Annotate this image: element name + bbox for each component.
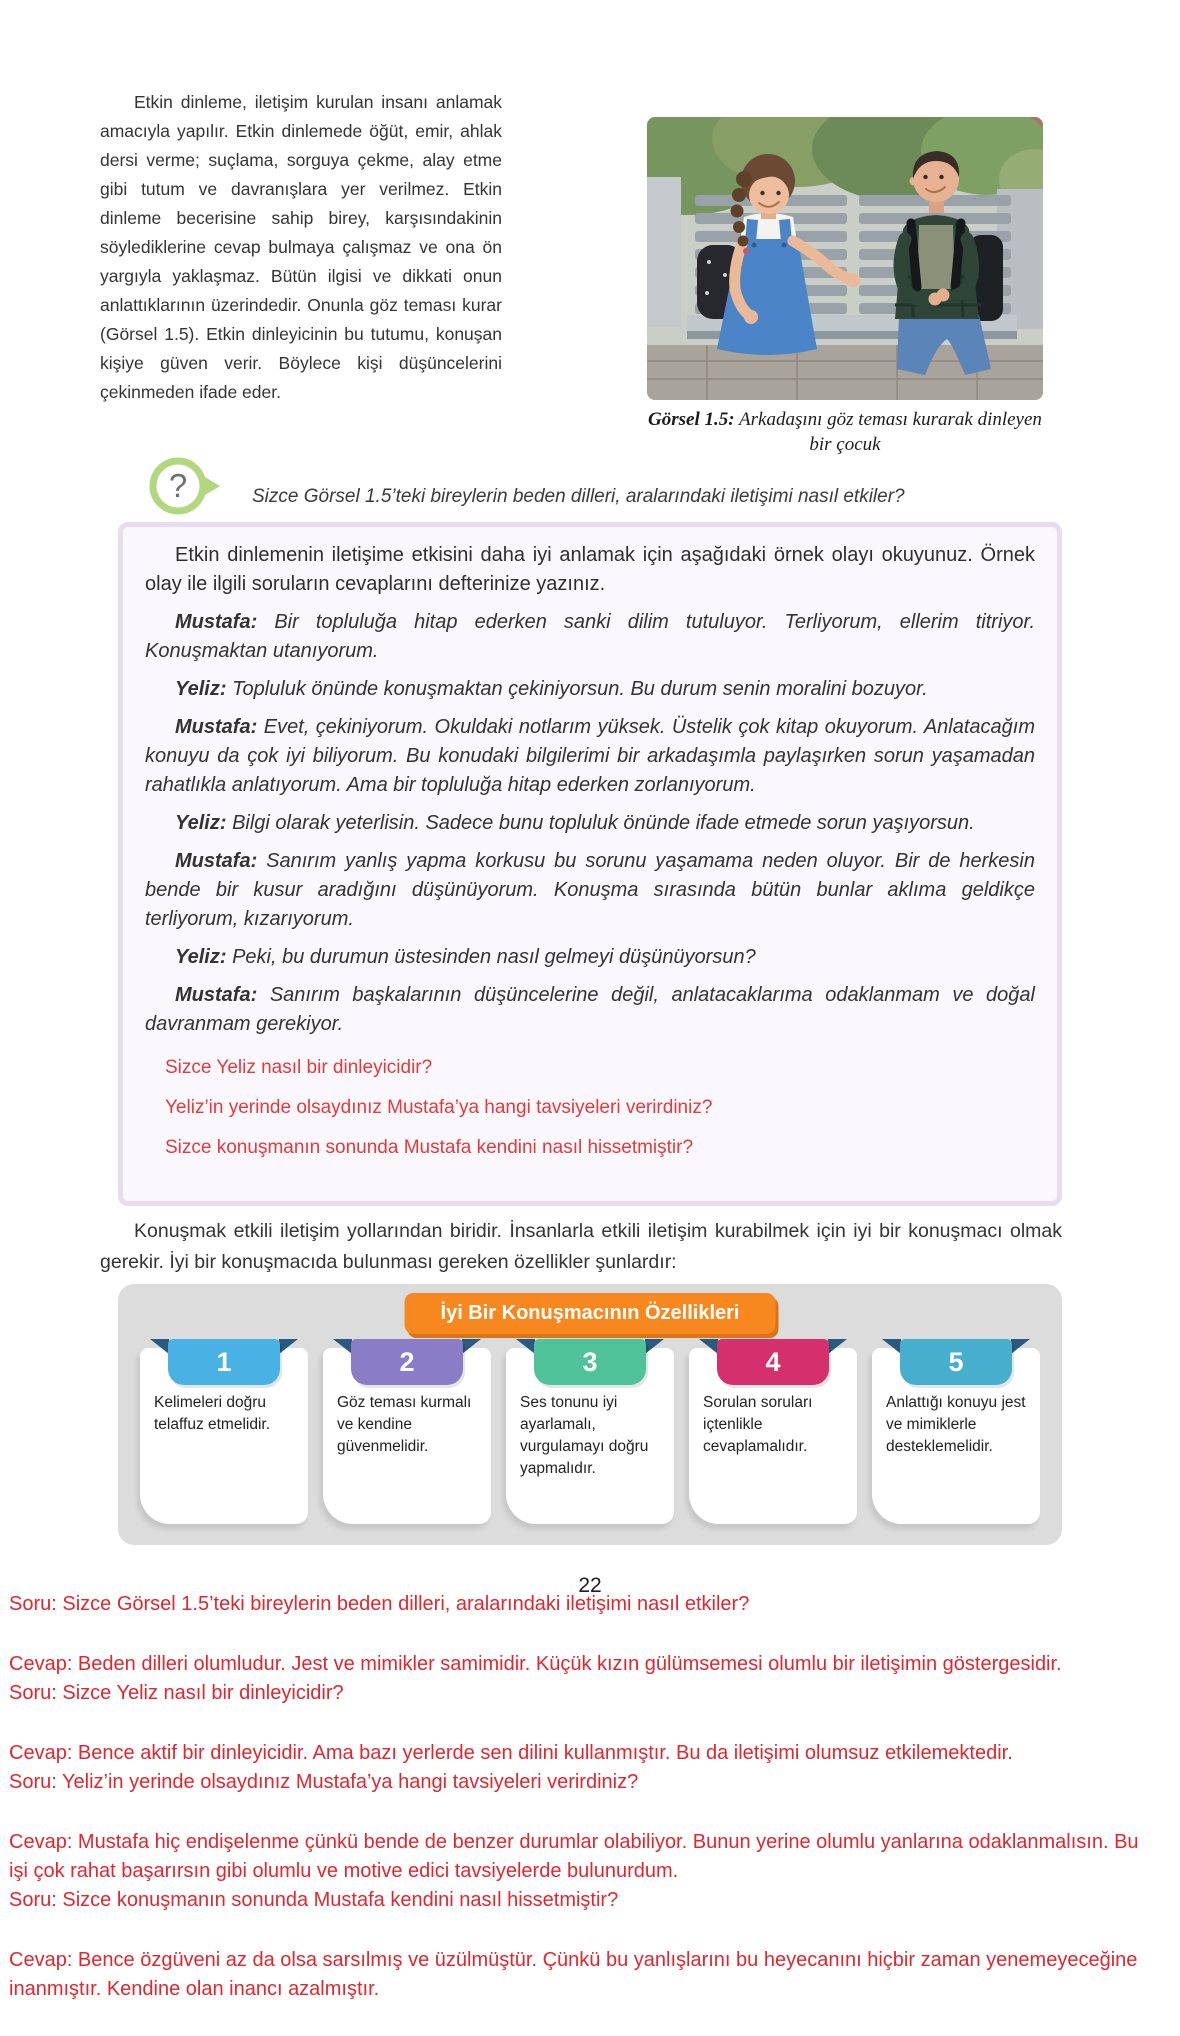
- speaker-name: Yeliz:: [175, 678, 227, 700]
- trait-number-badge: 3: [534, 1339, 646, 1385]
- ribbon-fold-icon: [645, 1339, 664, 1354]
- activity-intro: Etkin dinlemenin iletişime etkisini daha iyi anlamak için aşağıdaki örnek olayı okuyunuz. Örnek olay ile ilgili soruların cevaplarını defterinize yazınız.: [145, 544, 1035, 595]
- dialogue-line: Yeliz: Bilgi olarak yeterlisin. Sadece bunu topluluk önünde ifade etmede sorun yaşıyorsun.: [175, 812, 975, 834]
- dialogue-line: Yeliz: Peki, bu durumun üstesinden nasıl gelmeyi düşünüyorsun?: [175, 946, 756, 968]
- speaker-name: Yeliz:: [175, 812, 227, 834]
- dialogue-line: Mustafa: Bir topluluğa hitap ederken sanki dilim tutuluyor. Terliyorum, ellerim titriyor. Konuşmaktan utanıyorum.: [145, 611, 1036, 662]
- speaker-traits-diagram: [118, 1284, 1062, 1545]
- diagram-title: İyi Bir Konuşmacının Özellikleri: [405, 1293, 776, 1334]
- ribbon-fold-icon: [516, 1339, 535, 1354]
- lesson-paragraph-2: Konuşmak etkili iletişim yollarından biridir. İnsanlarla etkili iletişim kurabilmek için iyi bir konuşmacı olmak gerekir. İyi bir konuşmacıda bulunması gereken özellikler şunlardır:: [100, 1220, 1062, 1273]
- answer-question-line: Soru: Sizce konuşmanın sonunda Mustafa kendini nasıl hissetmiştir?: [9, 1889, 619, 1911]
- trait-text: Göz teması kurmalı ve kendine güvenmelidir.: [337, 1394, 472, 1455]
- figure-caption-text: Arkadaşını göz teması kurarak dinleyen bir çocuk: [739, 409, 1042, 455]
- callout-question: Sizce Görsel 1.5’teki bireylerin beden dilleri, aralarındaki iletişimi nasıl etkiler?: [252, 486, 905, 507]
- ribbon-fold-icon: [828, 1339, 847, 1354]
- dialogue-line: Mustafa: Sanırım yanlış yapma korkusu bu sorunu yaşamama neden oluyor. Bir de herkesin bende bir kusur aradığını düşünüyorum. Konuşma sırasında bütün bunlar aklıma geldikçe terliyorum, kızarıyorum.: [145, 850, 1035, 930]
- trait-card-2: [323, 1348, 491, 1524]
- ribbon-fold-icon: [882, 1339, 901, 1354]
- speaker-name: Yeliz:: [175, 946, 227, 968]
- activity-question: Sizce Yeliz nasıl bir dinleyicidir?: [165, 1057, 433, 1078]
- ribbon-fold-icon: [279, 1339, 298, 1354]
- photo-illustration: [647, 117, 1043, 400]
- trait-text: Anlattığı konuyu jest ve mimiklerle desteklemelidir.: [886, 1394, 1026, 1455]
- svg-text:?: ?: [168, 467, 188, 504]
- ribbon-fold-icon: [1011, 1339, 1030, 1354]
- activity-question: Yeliz’in yerinde olsaydınız Mustafa’ya hangi tavsiyeleri verirdiniz?: [165, 1097, 713, 1118]
- trait-card-5: [872, 1348, 1040, 1524]
- ribbon-fold-icon: [462, 1339, 481, 1354]
- trait-card-3: [506, 1348, 674, 1524]
- diagram-cards: [140, 1348, 1040, 1524]
- speaker-name: Mustafa:: [175, 611, 258, 633]
- question-mark-icon: [146, 454, 224, 518]
- trait-card-1: [140, 1348, 308, 1524]
- dialogue-line: Mustafa: Sanırım başkalarının düşüncelerine değil, anlatacaklarıma odaklanmam ve doğal davranmam gerekiyor.: [145, 984, 1035, 1035]
- answer-question-line: Soru: Sizce Görsel 1.5’teki bireylerin beden dilleri, aralarındaki iletişimi nasıl etkiler?: [9, 1593, 750, 1615]
- dialogue-line: Mustafa: Evet, çekiniyorum. Okuldaki notlarım yüksek. Üstelik çok kitap okuyorum. Anlatacağım konuyu da çok iyi biliyorum. Bu konudaki bilgilerimi bir arkadaşımla paylaşırken sorun yaşamadan rahatlıkla anlatıyorum. Ama bir topluluğa hitap ederken zorlanıyorum.: [145, 716, 1035, 796]
- speaker-name: Mustafa:: [175, 716, 258, 738]
- page-number: 22: [578, 1574, 602, 1597]
- answer-line: Cevap: Beden dilleri olumludur. Jest ve mimikler samimidir. Küçük kızın gülümsemesi olumlu bir iletişimin göstergesidir.: [9, 1653, 1062, 1675]
- answer-line: Cevap: Mustafa hiç endişelenme çünkü bende de benzer durumlar olabiliyor. Bunun yerine olumlu yanlarına odaklanmalısın. Bu işi çok rahat başarırsın gibi olumlu ve motive edici tavsiyelerde bulunurdum.: [9, 1831, 1139, 1882]
- answer-question-line: Soru: Sizce Yeliz nasıl bir dinleyicidir?: [9, 1682, 344, 1704]
- trait-text: Sorulan soruları içtenlikle cevaplamalıdır.: [703, 1394, 813, 1455]
- answer-line: Cevap: Bence aktif bir dinleyicidir. Ama bazı yerlerde sen dilini kullanmıştır. Bu da iletişimi olumsuz etkilemektedir.: [9, 1742, 1013, 1764]
- answers-section: [9, 1590, 1159, 2004]
- ribbon-fold-icon: [150, 1339, 169, 1354]
- trait-number-badge: 2: [351, 1339, 463, 1385]
- figure-caption: [645, 407, 1045, 457]
- lesson-paragraph-1: Etkin dinleme, iletişim kurulan insanı anlamak amacıyla yapılır. Etkin dinlemede öğüt, emir, ahlak dersi verme; suçlama, sorguya çekme, alay etme gibi tutum ve davranışlara yer verilmez. Etkin dinleme becerisine sahip birey, karşısındakinin söylediklerine cevap bulmaya çalışmaz ve ona ön yargıyla yaklaşmaz. Bütün ilgisi ve dikkati onun anlattıklarının üzerindedir. Onunla göz teması kurar (Görsel 1.5). Etkin dinleyicinin bu tutumu, konuşan kişiye güven verir. Böylece kişi düşüncelerini çekinmeden ifade eder.: [100, 92, 502, 402]
- trait-card-4: [689, 1348, 857, 1524]
- trait-number-badge: 1: [168, 1339, 280, 1385]
- activity-box: [118, 522, 1062, 1206]
- ribbon-fold-icon: [333, 1339, 352, 1354]
- ribbon-fold-icon: [699, 1339, 718, 1354]
- figure-caption-label: Görsel 1.5:: [648, 409, 735, 430]
- speaker-name: Mustafa:: [175, 850, 258, 872]
- answer-line: Cevap: Bence özgüveni az da olsa sarsılmış ve üzülmüştür. Çünkü bu yanlışlarını bu heyecanını hiçbir zaman yenemeyeceğine inanmıştır. Kendine olan inancı azalmıştır.: [9, 1949, 1138, 2000]
- dialogue-line: Yeliz: Topluluk önünde konuşmaktan çekiniyorsun. Bu durum senin moralini bozuyor.: [175, 678, 928, 700]
- figure-photo: [647, 117, 1043, 400]
- trait-number-badge: 4: [717, 1339, 829, 1385]
- trait-number-badge: 5: [900, 1339, 1012, 1385]
- activity-question: Sizce konuşmanın sonunda Mustafa kendini nasıl hissetmiştir?: [165, 1137, 694, 1158]
- trait-text: Ses tonunu iyi ayarlamalı, vurgulamayı doğru yapmalıdır.: [520, 1394, 649, 1477]
- speaker-name: Mustafa:: [175, 984, 258, 1006]
- answer-question-line: Soru: Yeliz’in yerinde olsaydınız Mustafa’ya hangi tavsiyeleri verirdiniz?: [9, 1771, 639, 1793]
- trait-text: Kelimeleri doğru telaffuz etmelidir.: [154, 1394, 271, 1433]
